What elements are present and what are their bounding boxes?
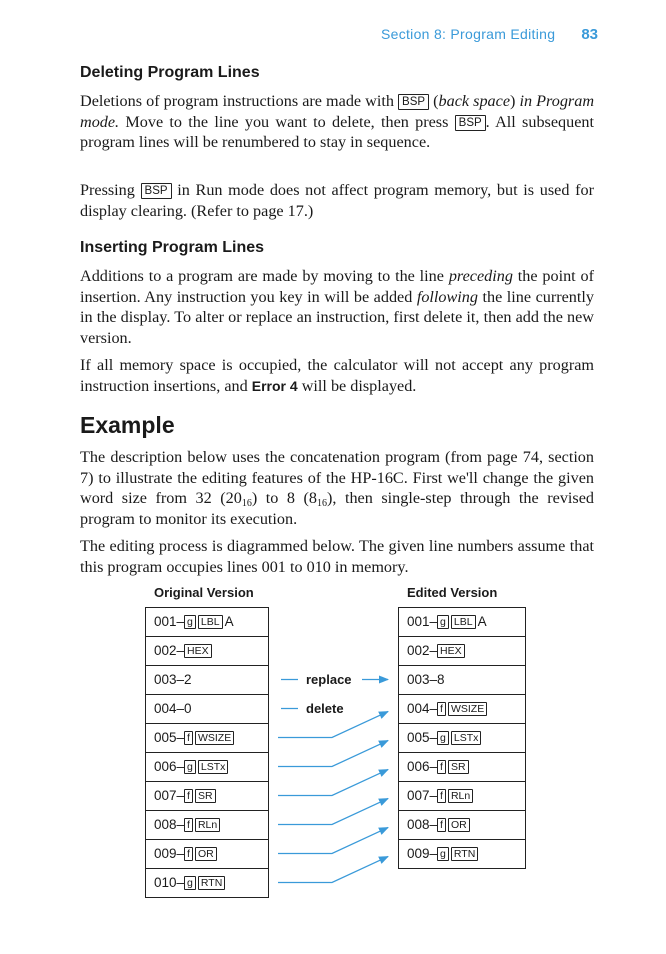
line-value: 2 — [184, 672, 192, 687]
shift-arrow-9 — [278, 828, 388, 854]
replace-label: replace — [306, 672, 352, 687]
key-wsize: WSIZE — [195, 731, 234, 745]
key-g: g — [184, 615, 196, 629]
key-hex: HEX — [184, 644, 212, 658]
key-wsize: WSIZE — [448, 702, 487, 716]
key-lbl: LBL — [198, 615, 223, 629]
key-rtn: RTN — [198, 876, 225, 890]
key-rln: RLn — [448, 789, 473, 803]
bsp-key: BSP — [455, 115, 486, 131]
key-g: g — [437, 847, 449, 861]
shift-arrow-6 — [278, 741, 388, 767]
original-version-title: Original Version — [154, 585, 254, 600]
line-number: 001– — [407, 614, 438, 629]
heading-example: Example — [80, 412, 175, 438]
key-lbl: LBL — [451, 615, 476, 629]
key-sr: SR — [195, 789, 216, 803]
key-sr: SR — [448, 760, 469, 774]
line-number: 008– — [407, 817, 438, 832]
key-f: f — [184, 789, 193, 803]
paragraph-inserting-2: If all memory space is occupied, the calculator will not accept any program instruction insertions, and Error 4 will be displayed. — [80, 356, 594, 395]
line-number: 004– — [154, 701, 185, 716]
page-number: 83 — [581, 26, 598, 43]
line-number: 010– — [154, 875, 185, 890]
paragraph-deleting-2: Pressing BSP in Run mode does not affect program memory, but is used for display clearing. (Refer to page 17.) — [80, 181, 594, 220]
key-lstx: LSTx — [198, 760, 229, 774]
error-4-text: Error 4 — [251, 377, 298, 394]
paragraph-example-1: The description below uses the concatenation program (from page 74, section 7) to illustrate the editing features of the HP-16C. First we'll change the given word size from 32 $(20_{16})$ to 8 $(8_{16})$, then single-step through the revised program to monitor its execution. — [80, 448, 594, 528]
section-title: Section 8: Program Editing — [380, 26, 556, 42]
key-g: g — [184, 876, 196, 890]
bsp-key: BSP — [398, 94, 429, 110]
key-lstx: LSTx — [451, 731, 482, 745]
line-number: 004– — [407, 701, 438, 716]
line-number: 006– — [407, 759, 438, 774]
shift-arrow-10 — [278, 857, 388, 883]
shift-arrow-7 — [278, 770, 388, 796]
line-number: 003– — [154, 672, 185, 687]
key-f: f — [437, 760, 446, 774]
line-number: 002– — [407, 643, 438, 658]
key-f: f — [184, 818, 193, 832]
line-number: 009– — [154, 846, 185, 861]
line-value: A — [224, 614, 234, 629]
paragraph-inserting-1: Additions to a program are made by moving to the line preceding the point of insertion. Any instruction you key in will be added following the line currently in the display. To alter or replace an instruction, first delete it, then add the new version. — [80, 267, 595, 347]
line-number: 003– — [407, 672, 438, 687]
line-value: 0 — [184, 701, 192, 716]
shift-arrow-8 — [278, 799, 388, 825]
heading-inserting: Inserting Program Lines — [80, 239, 265, 256]
heading-deleting: Deleting Program Lines — [80, 64, 260, 81]
key-f: f — [437, 789, 446, 803]
key-or: OR — [448, 818, 470, 832]
shift-arrow-5 — [278, 712, 388, 738]
key-hex: HEX — [437, 644, 465, 658]
bsp-key: BSP — [141, 183, 172, 199]
line-number: 007– — [154, 788, 185, 803]
line-value: A — [477, 614, 487, 629]
key-rln: RLn — [195, 818, 220, 832]
line-number: 006– — [154, 759, 185, 774]
line-number: 005– — [154, 730, 185, 745]
key-f: f — [184, 731, 193, 745]
edited-version-title: Edited Version — [407, 585, 498, 600]
line-number: 009– — [407, 846, 438, 861]
key-f: f — [437, 818, 446, 832]
line-number: 001– — [154, 614, 185, 629]
key-f: f — [184, 847, 193, 861]
paragraph-deleting-1: Deletions of program instructions are made with BSP (back space) in Program mode. Move to the line you want to delete, then press BSP . All subsequent program lines will be renumbered to stay in sequence. — [80, 92, 595, 151]
line-value: 8 — [437, 672, 445, 687]
key-g: g — [437, 615, 449, 629]
line-number: 002– — [154, 643, 185, 658]
line-number: 005– — [407, 730, 438, 745]
key-g: g — [184, 760, 196, 774]
paragraph-example-2: The editing process is diagrammed below. The given line numbers assume that this program occupies lines 001 to 010 in memory. — [80, 537, 594, 576]
delete-label: delete — [306, 701, 344, 716]
key-g: g — [437, 731, 449, 745]
key-rtn: RTN — [451, 847, 478, 861]
line-number: 008– — [154, 817, 185, 832]
key-f: f — [437, 702, 446, 716]
key-or: OR — [195, 847, 217, 861]
line-number: 007– — [407, 788, 438, 803]
